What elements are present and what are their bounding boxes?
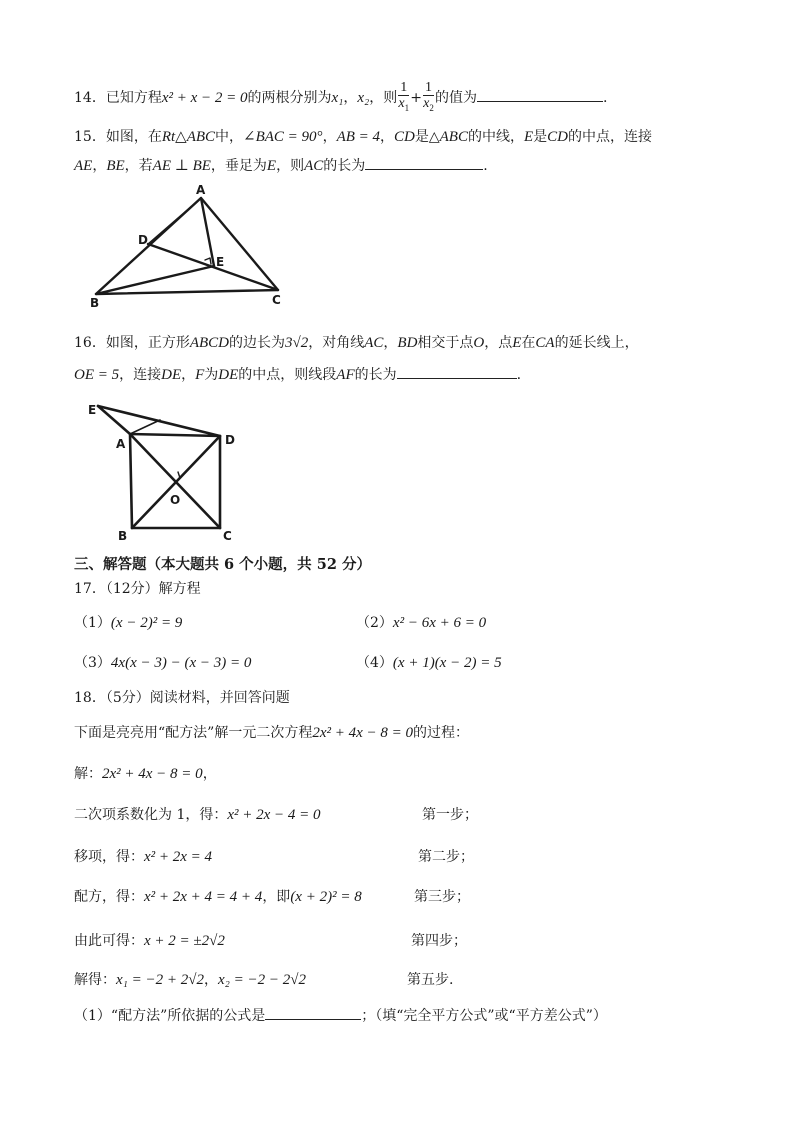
q16-math: 3√2 xyxy=(285,335,309,351)
q16-text: 的边长为 xyxy=(229,335,285,351)
q14-plus: + xyxy=(410,89,422,106)
label-d: D xyxy=(138,233,148,247)
q18-step5 xyxy=(74,971,306,989)
q15-triangle-figure xyxy=(88,180,298,310)
step1-equation: x² + 2x − 4 = 0 xyxy=(227,807,321,823)
q15-math: E xyxy=(523,129,534,145)
tick-mark xyxy=(178,472,180,478)
q14-suffix: 的值为 xyxy=(435,89,477,106)
q16-text: 的中点，则线段 xyxy=(238,367,337,383)
q17-part3 xyxy=(74,654,251,672)
q14-root2: x₂ xyxy=(357,89,370,106)
question-15-line2 xyxy=(74,155,488,175)
question-14 xyxy=(74,80,607,116)
q18-solve-label: 解： xyxy=(74,766,102,782)
q15-text: ，若 xyxy=(124,158,153,174)
frac-den: $x_2$ xyxy=(423,96,434,113)
q18-sub1-prefix: （1）“配方法”所依据的公式是 xyxy=(74,1008,266,1024)
q17-p4-equation: (x + 1)(x − 2) = 5 xyxy=(392,655,502,671)
q16-text: 相交于点 xyxy=(417,335,474,351)
segment-be xyxy=(96,266,214,294)
q17-p1-label: （1） xyxy=(74,615,111,631)
q14-root1: x₁ xyxy=(331,89,344,106)
label-c: C xyxy=(272,293,281,307)
segment-af xyxy=(130,420,160,434)
q17-part4 xyxy=(356,654,502,672)
q18-intro-equation: 2x² + 4x − 8 = 0 xyxy=(312,725,414,741)
q16-math: O xyxy=(473,335,485,351)
step3-equation2: (x + 2)² = 8 xyxy=(290,889,362,905)
q14-equation: x² + x − 2 = 0 xyxy=(161,89,248,106)
q18-intro-end: 的过程： xyxy=(413,725,470,741)
q16-math: ABCD xyxy=(189,335,229,351)
q18-solve-equation: 2x² + 4x − 8 = 0 xyxy=(102,766,203,782)
q16-math: AC xyxy=(364,335,384,351)
q14-answer-blank[interactable] xyxy=(477,87,603,102)
q15-text: 中， xyxy=(215,129,244,145)
q15-answer-blank[interactable] xyxy=(365,155,483,170)
q15-text: ， xyxy=(322,129,337,145)
q16-text: 的延长线上， xyxy=(554,335,639,351)
q15-math: ∠BAC = 90° xyxy=(243,129,323,145)
step2-text: 移项，得： xyxy=(74,849,144,865)
q16-text: 为 xyxy=(204,367,219,383)
q17-p1-equation: (x − 2)² = 9 xyxy=(110,615,183,631)
label-o: O xyxy=(170,493,181,507)
q16-math: E xyxy=(512,335,522,351)
q17-p3-label: （3） xyxy=(74,655,111,671)
q17-p2-label: （2） xyxy=(356,615,393,631)
q15-math: ABC xyxy=(439,129,468,145)
label-e: E xyxy=(88,403,97,417)
q16-text: 16．如图，正方形 xyxy=(74,335,190,351)
q18-subquestion-1 xyxy=(74,1005,607,1025)
label-a: A xyxy=(196,183,206,197)
q14-text: 14．已知方程 xyxy=(74,89,162,106)
label-b: B xyxy=(90,296,100,310)
q17-p4-label: （4） xyxy=(356,655,393,671)
q18-sub1-answer-blank[interactable] xyxy=(265,1005,361,1020)
q16-answer-blank[interactable] xyxy=(397,364,517,379)
q15-text: 是△ xyxy=(414,129,440,145)
q15-text: 的中线， xyxy=(467,129,524,145)
q18-step4-label: 第四步； xyxy=(411,933,467,949)
q16-end: . xyxy=(516,367,522,383)
question-16-line2 xyxy=(74,364,521,384)
step3-equation: x² + 2x + 4 = 4 + 4 xyxy=(144,889,263,905)
segment-ad-highlight xyxy=(148,198,201,244)
step5-equation2: x₂ = −2 − 2√2 xyxy=(217,972,306,988)
q17-part2 xyxy=(356,614,486,632)
question-17-title: 17．（12分）解方程 xyxy=(74,581,201,597)
q15-math: E xyxy=(266,158,277,174)
q16-text: ， xyxy=(383,335,398,351)
right-angle-mark xyxy=(205,258,211,264)
q15-math: AE xyxy=(74,158,93,174)
q15-math: CD xyxy=(394,129,415,145)
q17-p2-equation: x² − 6x + 6 = 0 xyxy=(392,615,487,631)
q15-text: 的长为 xyxy=(323,158,366,174)
step3-text: 配方，得： xyxy=(74,889,144,905)
q15-text: 15．如图，在 xyxy=(74,129,162,145)
question-16-line1 xyxy=(74,334,639,352)
q18-step1 xyxy=(74,806,321,824)
segment-ae xyxy=(201,198,214,266)
step5-text: 解得： xyxy=(74,972,116,988)
q18-solve xyxy=(74,765,217,783)
label-c: C xyxy=(223,529,232,543)
q18-intro-text: 下面是亮亮用“配方法”解一元二次方程 xyxy=(74,725,313,741)
q15-text: ，则 xyxy=(276,158,305,174)
q16-text: ， xyxy=(181,367,196,383)
q16-math: OE = 5 xyxy=(74,367,120,383)
q18-step3 xyxy=(74,888,362,906)
q18-step5-label: 第五步. xyxy=(407,972,454,988)
q16-text: ，对角线 xyxy=(308,335,365,351)
q16-math: DE xyxy=(161,367,182,383)
q18-intro xyxy=(74,724,469,742)
q16-math: DE xyxy=(218,367,239,383)
q16-math: CA xyxy=(535,335,555,351)
label-b: B xyxy=(118,529,128,543)
q15-text: 的中点，连接 xyxy=(568,129,652,145)
step4-text: 由此可得： xyxy=(74,933,144,949)
q14-text-mid: 的两根分别为 xyxy=(247,89,332,106)
q15-text: ，垂足为 xyxy=(210,158,267,174)
q18-sub1-suffix: ；（填“完全平方公式”或“平方差公式”） xyxy=(361,1008,607,1024)
q15-math: CD xyxy=(547,129,568,145)
q16-square-figure xyxy=(84,398,254,546)
label-d: D xyxy=(225,433,235,447)
q15-math: BE xyxy=(106,158,125,174)
frac-num: 1 xyxy=(425,80,432,95)
q16-text: ，点 xyxy=(484,335,513,351)
q16-math: AF xyxy=(336,367,355,383)
frac-den: $x_1$ xyxy=(398,96,410,113)
q16-math: F xyxy=(195,367,205,383)
q15-text: 是 xyxy=(533,129,548,145)
step5-sep: ， xyxy=(203,972,218,988)
step1-text: 二次项系数化为 1，得： xyxy=(74,807,228,823)
q15-math: AC xyxy=(304,158,324,174)
question-18-title: 18．（5分）阅读材料，并回答问题 xyxy=(74,690,290,706)
q16-text: ，连接 xyxy=(119,367,162,383)
q18-step4 xyxy=(74,932,225,950)
q15-text: ， xyxy=(380,129,395,145)
q15-end: . xyxy=(483,158,488,174)
q14-sep: ， xyxy=(343,89,358,106)
q18-step1-label: 第一步； xyxy=(422,807,478,823)
q14-fraction-1 xyxy=(398,80,409,116)
step3-mid: ，即 xyxy=(262,889,291,905)
q16-math: BD xyxy=(397,335,418,351)
q14-end: . xyxy=(603,89,608,106)
q18-step3-label: 第三步； xyxy=(414,889,470,905)
step4-equation: x + 2 = ±2√2 xyxy=(144,933,225,949)
q18-step2 xyxy=(74,848,212,866)
diagonal-ac xyxy=(130,434,220,528)
section-3-heading: 三、解答题（本大题共 6 个小题，共 52 分） xyxy=(74,556,371,573)
q15-math: AE ⊥ BE xyxy=(152,158,211,174)
q14-then: ，则 xyxy=(369,89,398,106)
q17-p3-equation: 4x(x − 3) − (x − 3) = 0 xyxy=(110,655,252,671)
step2-equation: x² + 2x = 4 xyxy=(144,849,213,865)
q15-math: AB = 4 xyxy=(336,129,381,145)
q18-solve-end: ， xyxy=(202,766,217,782)
q16-text: 的长为 xyxy=(354,367,397,383)
q14-fraction-2 xyxy=(423,80,434,116)
q15-math: Rt△ABC xyxy=(161,129,216,145)
q16-text: 在 xyxy=(521,335,536,351)
frac-num: 1 xyxy=(400,80,408,95)
step5-equation1: x₁ = −2 + 2√2 xyxy=(116,972,204,988)
label-e: E xyxy=(216,255,225,269)
q17-part1 xyxy=(74,614,182,632)
label-a: A xyxy=(116,437,126,451)
question-15-line1 xyxy=(74,128,652,146)
q15-text: ， xyxy=(92,158,107,174)
q18-step2-label: 第二步； xyxy=(418,849,474,865)
